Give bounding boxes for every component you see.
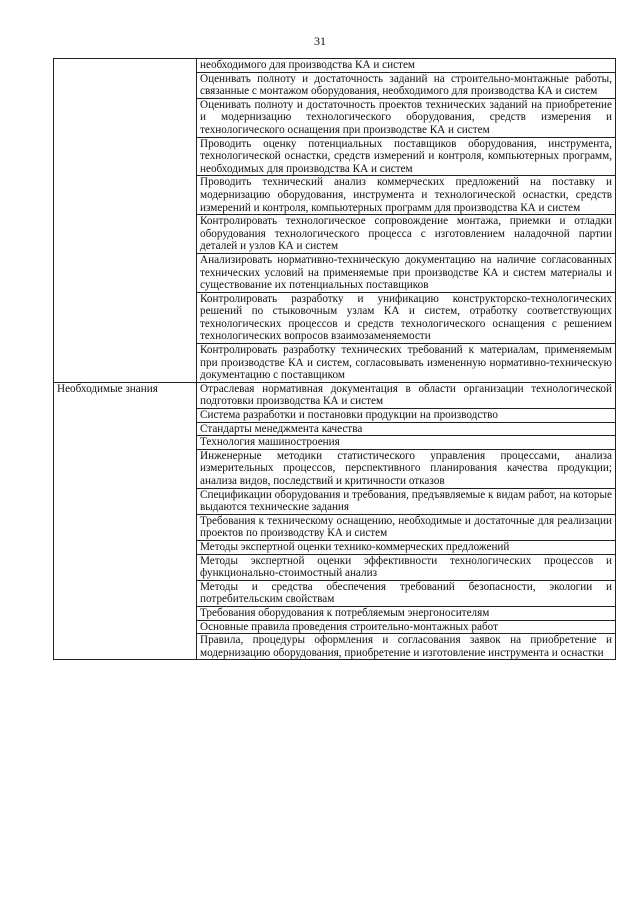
page-number: 31 <box>314 34 326 48</box>
table-row <box>54 382 616 408</box>
table-cell: Отраслевая нормативная документация в области организации технологической подготовки производства КА и систем <box>197 382 616 408</box>
table-cell: Анализировать нормативно-техническую документацию на наличие согласованных технических условий на применяемые при производстве КА и систем материалы и существование их потенциальных поставщиков <box>197 253 616 292</box>
table-cell: Контролировать разработку технических требований к материалам, применяемым при производстве КА и систем, согласовывать измененную нормативно-техническую документацию с поставщиком <box>197 344 616 383</box>
table-cell: Контролировать разработку и унификацию конструкторско-технологических решений по стыковочным узлам КА и систем, отработку соответствующих технологических процессов и средств технологического оснащения с решением технологических вопросов взаимозаменяемости <box>197 292 616 343</box>
knowledge-label-cell: Необходимые знания <box>54 382 197 659</box>
abilities-label-cell <box>54 59 197 383</box>
table-cell: Проводить оценку потенциальных поставщиков оборудования, инструмента, технологической оснастки, средств измерений и контроля, компьютерных программ, необходимых для производства КА и систем <box>197 137 616 176</box>
table-cell: Требования оборудования к потребляемым энергоносителям <box>197 606 616 620</box>
table-cell: Стандарты менеджмента качества <box>197 422 616 436</box>
table-cell: Система разработки и постановки продукции на производство <box>197 409 616 423</box>
table-cell: Оценивать полноту и достаточность проектов технических заданий на приобретение и модернизацию технологического оборудования, средств измерения и технологического оснащения при производстве КА и систем <box>197 98 616 137</box>
table-cell: Методы и средства обеспечения требований безопасности, экологии и потребительским свойствам <box>197 580 616 606</box>
table-row <box>54 59 616 73</box>
table-cell: Требования к техническому оснащению, необходимые и достаточные для реализации проектов по производству КА и систем <box>197 514 616 540</box>
table-cell: Спецификации оборудования и требования, предъявляемые к видам работ, на которые выдаются технические задания <box>197 488 616 514</box>
table-cell: Методы экспертной оценки эффективности технологических процессов и функционально-стоимостный анализ <box>197 554 616 580</box>
table-cell: Проводить технический анализ коммерческих предложений на поставку и модернизацию оборудования, инструмента и технологической оснастки, средств измерений и контроля, компьютерных программ для производства КА и систем <box>197 176 616 215</box>
table-cell: Основные правила проведения строительно-монтажных работ <box>197 620 616 634</box>
table-cell: Инженерные методики статистического управления процессами, анализа измерительных процессов, перспективного планирования качества продукции; анализа видов, последствий и критичности отказов <box>197 449 616 488</box>
table-cell: Оценивать полноту и достаточность заданий на строительно-монтажные работы, связанные с монтажом оборудования, необходимого для производства КА и систем <box>197 72 616 98</box>
table-cell: Технология машиностроения <box>197 436 616 450</box>
requirements-table <box>53 58 616 660</box>
table-cell: Контролировать технологическое сопровождение монтажа, приемки и отладки оборудования технологического процесса с изготовлением наладочной партии деталей и узлов КА и систем <box>197 215 616 254</box>
table-cell: необходимого для производства КА и систем <box>197 59 616 73</box>
table-cell: Правила, процедуры оформления и согласования заявок на приобретение и модернизацию оборудования, приобретение и изготовление инструмента и оснастки <box>197 634 616 660</box>
table-cell: Методы экспертной оценки технико-коммерческих предложений <box>197 540 616 554</box>
